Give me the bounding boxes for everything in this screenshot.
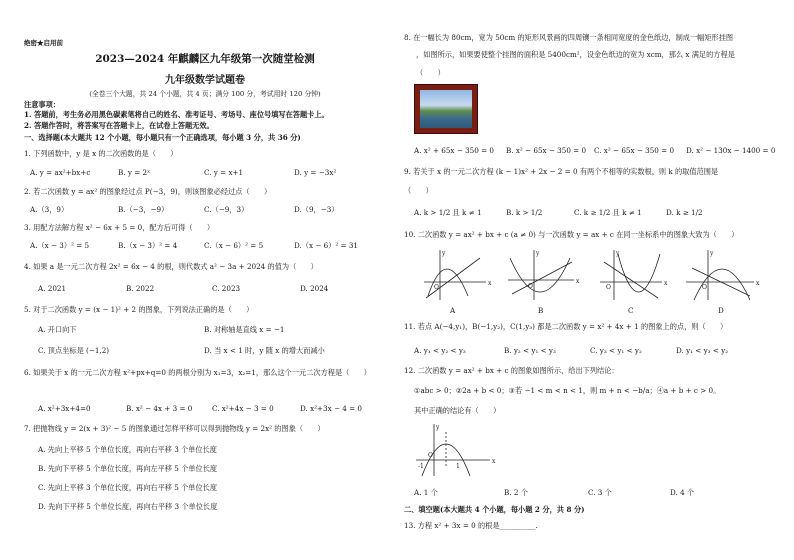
- question-stem: 1. 下列函数中，y 是 x 的二次函数的是（ ）: [24, 149, 178, 158]
- option-a: A. y₁ < y₂ < y₃: [414, 346, 466, 355]
- option-d: D. 先向下平移 5 个单位长度，再向右平移 3 个单位长度: [38, 502, 218, 511]
- question-conclusions: ①abc > 0；②2a + b < 0；③若 −1 < m < n < 1，则 m + n < −b/a；④a + b + c > 0。: [414, 386, 721, 395]
- option-a: A.（3，9）: [30, 205, 69, 214]
- q12-x-label: x: [492, 458, 496, 465]
- option-d: D. y = −3x²: [294, 168, 337, 177]
- q12-origin: O: [428, 452, 433, 459]
- q12-y-label: y: [436, 424, 440, 431]
- question-stem: （ ）: [416, 68, 445, 77]
- graph-a-x-label: x: [488, 280, 492, 287]
- option-d: D.（x − 6）² = 31: [294, 241, 359, 250]
- option-c: C. 3 个: [588, 488, 612, 497]
- graph-c-y-label: y: [616, 250, 620, 257]
- question-stem: 2. 若二次函数 y = ax² 的图象经过点 P(−3，9)，则该图象必经过点（ ）: [24, 187, 272, 196]
- question-stem: ，如图所示，如果要使整个挂图的面积是 5400cm²，设金色纸边的宽为 xcm，那么 x 满足的方程是: [416, 50, 735, 59]
- exam-info: (全卷三个大题，共 24 个小题，共 4 页；满分 100 分，考试用时 120 分钟): [89, 90, 321, 98]
- q10-graphs: [404, 244, 774, 306]
- option-b: B. x² − 4x + 3 = 0: [126, 404, 193, 413]
- option-c: C. k ≥ 1/2 且 k ≠ 1: [574, 208, 642, 217]
- option-c: C. x² − 65x − 350 = 0: [594, 146, 675, 155]
- option-c: C. x²+4x − 3 = 0: [212, 404, 274, 413]
- option-c: C. 先向上平移 3 个单位长度，再向右平移 5 个单位长度: [38, 483, 218, 492]
- question-stem: 13. 方程 x² + 3x = 0 的根是__________.: [404, 521, 538, 530]
- option-b: B.（−3，−9）: [118, 205, 169, 214]
- graph-label-a: A: [450, 306, 456, 315]
- graph-label-c: C: [628, 306, 634, 315]
- question-stem: 其中正确的结论有（ ）: [414, 406, 501, 415]
- option-b: B. 先向下平移 5 个单位长度，再向左平移 5 个单位长度: [38, 464, 218, 473]
- question-stem: （ ）: [404, 186, 433, 195]
- exam-subtitle: 九年级数学试题卷: [165, 75, 245, 86]
- graph-d-y-label: y: [710, 250, 714, 257]
- question-stem: 9. 若关于 x 的一元二次方程 (k − 1)x² + 2x − 2 = 0 有两个不相等的实数根，则 k 的取值范围是: [404, 167, 719, 176]
- option-a: A. 1 个: [414, 488, 438, 497]
- option-d: D.（9，−3）: [294, 205, 339, 214]
- graph-b-x-label: x: [576, 278, 580, 285]
- option-a: A. 先向上平移 5 个单位长度，再向右平移 3 个单位长度: [38, 445, 217, 454]
- option-b: B. x² − 65x − 350 = 0: [506, 146, 587, 155]
- graph-a-y-label: y: [442, 250, 446, 257]
- question-stem: 8. 在一幅长为 80cm，宽为 50cm 的矩形风景画的四周镶一条相同宽度的金色纸边，制成一幅矩形挂图: [404, 33, 734, 42]
- section-two-heading: 二、填空题(本大题共 4 个小题，每小题 2 分，共 8 分): [404, 505, 585, 514]
- notes-heading: 注意事项：: [24, 100, 60, 109]
- question-stem: 5. 对于二次函数 y = (x − 1)² + 2 的图象，下列说法正确的是（ ）: [24, 305, 254, 314]
- graph-c-x-label: x: [664, 280, 668, 287]
- option-b: B. y = 2ˣ: [118, 168, 151, 177]
- question-stem: 6. 如果关于 x 的一元二次方程 x²+px+q=0 的两根分别为 x₁=3，x₂=1，那么这个一元二次方程是（ ）: [24, 368, 371, 377]
- option-c: C. y = x+1: [204, 168, 244, 177]
- landscape-painting-image: [414, 84, 478, 134]
- option-c: C.（−9，3）: [204, 205, 249, 214]
- q12-tick-pos: 1: [456, 463, 460, 470]
- option-d: D. 当 x < 1 时，y 随 x 的增大而减小: [204, 346, 325, 355]
- graph-c-origin: O: [606, 284, 611, 291]
- option-a: A. x² + 65x − 350 = 0: [414, 146, 494, 155]
- graph-b-y-label: y: [536, 250, 540, 257]
- question-stem: 12. 二次函数 y = ax² + bx + c 的图象如图所示，给出下列结论：: [404, 366, 619, 375]
- graph-b-origin: O: [528, 283, 533, 290]
- secret-label: 绝密★启用前: [24, 39, 63, 47]
- question-stem: 11. 若点 A(−4,y₁)，B(−1,y₂)，C(1,y₃) 都是二次函数 y = x² + 4x + 1 的图象上的点，则（ ）: [404, 322, 728, 331]
- graph-a-origin: O: [434, 284, 439, 291]
- option-b: B. 对称轴是直线 x = −1: [204, 325, 285, 334]
- option-c: C. 2023: [212, 284, 241, 293]
- option-b: B. 2 个: [504, 488, 528, 497]
- option-a: A. 2021: [38, 284, 67, 293]
- option-d: D. k ≥ 1/2: [666, 208, 703, 217]
- option-c: C. y₃ < y₁ < y₂: [590, 346, 642, 355]
- option-b: B.（x − 3）² = 4: [118, 241, 178, 250]
- option-a: A.（x − 3）² = 5: [30, 241, 90, 250]
- option-b: B. y₂ < y₁ < y₃: [504, 346, 556, 355]
- question-stem: 7. 把抛物线 y = 2(x + 3)² − 5 的图象通过怎样平移可以得到抛物线 y = 2x² 的图象（ ）: [24, 424, 325, 433]
- graph-label-d: D: [718, 306, 724, 315]
- question-stem: 3. 用配方法解方程 x² − 6x + 5 = 0，配方后可得（ ）: [24, 223, 215, 232]
- question-stem: 10. 二次函数 y = ax² + bx + c (a ≠ 0) 与一次函数 y = ax + c 在同一坐标系中的图象大致为（ ）: [404, 230, 739, 239]
- option-d: D. y₁ < y₃ < y₂: [676, 346, 729, 355]
- section-one-heading: 一、选择题(本大题共 12 个小题，每小题只有一个正确选项，每小题 3 分，共 36 分): [24, 133, 301, 142]
- graph-c-parabola: [618, 254, 660, 292]
- note-item: 2. 答题作答时，将答案写在答题卡上，在试卷上答题无效。: [24, 121, 214, 130]
- graph-b-parabola: [510, 258, 570, 292]
- option-c: C. 顶点坐标是 (−1,2): [38, 346, 110, 355]
- option-a: A. k > 1/2 且 k ≠ 1: [414, 208, 482, 217]
- graph-c-line: [604, 262, 658, 298]
- option-d: D. x² − 130x − 1400 = 0: [686, 146, 776, 155]
- q12-graph: [414, 422, 498, 478]
- option-a: A. 开口向下: [38, 325, 77, 334]
- question-stem: 4. 如果 a 是一元二次方程 2x² = 6x − 4 的根，则代数式 a² − 3a + 2024 的值为（ ）: [24, 262, 318, 271]
- graph-d-origin: O: [702, 284, 707, 291]
- graph-label-b: B: [538, 306, 544, 315]
- q12-tick-neg: -1: [418, 463, 424, 470]
- exam-title: 2023—2024 年麒麟区九年级第一次随堂检测: [95, 53, 315, 65]
- option-a: A. y = ax²+bx+c: [30, 168, 91, 177]
- graph-a-line: [426, 258, 480, 298]
- graph-d-x-label: x: [756, 280, 760, 287]
- option-b: B. k > 1/2: [506, 208, 543, 217]
- option-d: D. 2024: [300, 284, 329, 293]
- note-item: 1. 答题前，考生务必用黑色碳素笔将自己的姓名、准考证号、考场号、座位号填写在答题卡上。: [24, 110, 329, 119]
- option-b: B. 2022: [126, 284, 155, 293]
- option-d: D. x²+3x − 4 = 0: [300, 404, 362, 413]
- option-a: A. x²+3x+4=0: [38, 404, 91, 413]
- option-d: D. 4 个: [670, 488, 695, 497]
- option-c: C.（x − 6）² = 5: [204, 241, 264, 250]
